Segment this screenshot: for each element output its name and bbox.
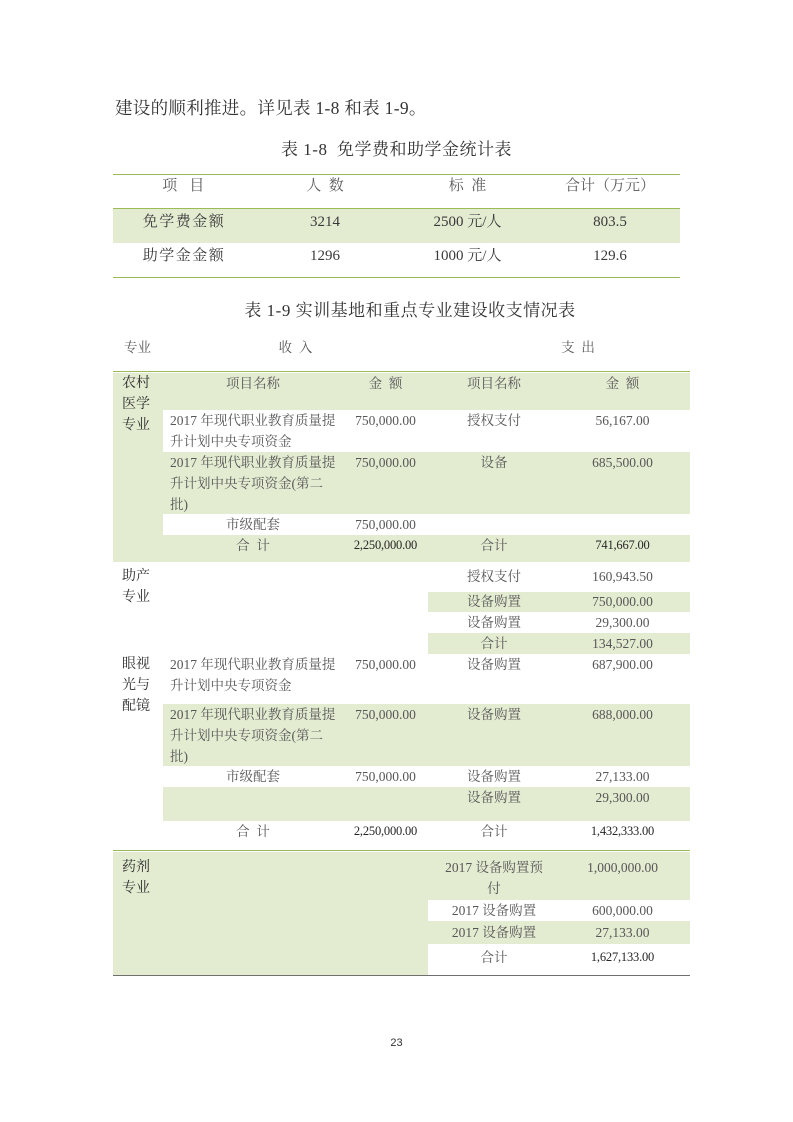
t9-expense-total-amount: 1,432,333.00 (590, 824, 655, 838)
t9-income-item: 2017 年现代职业教育质量提升计划中央专项资金 (170, 413, 336, 449)
t8-cell-count: 3214 (310, 213, 340, 230)
t9-income-item: 2017 年现代职业教育质量提升计划中央专项资金(第二批) (163, 452, 343, 514)
t9-bottom-rule (113, 975, 690, 976)
t9-expense-item: 设备购置 (428, 704, 560, 766)
t8-cell-total: 803.5 (593, 213, 627, 230)
t8-header-total: 合计（万元） (564, 178, 655, 194)
t9-expense-amount: 27,133.00 (595, 769, 650, 784)
t9-major-label: 助产专业 (122, 569, 150, 605)
t9-expense-item: 2017 设备购置 (428, 921, 560, 944)
t9-expense-total-amount: 134,527.00 (560, 633, 690, 654)
t8-cell-item: 助学金金额 (142, 247, 226, 264)
t9-expense-item: 授权支付 (467, 569, 521, 584)
t9-empty-cell (343, 787, 428, 821)
t9-col-income-amount: 金 额 (343, 373, 428, 410)
t9-income-amount: 750,000.00 (355, 413, 416, 428)
t9-income-amount: 750,000.00 (343, 452, 428, 514)
t9-col-expense-item: 项目名称 (428, 373, 560, 410)
page-number: 23 (390, 1037, 403, 1049)
t8-cell-total: 129.6 (593, 247, 627, 264)
intro-paragraph: 建设的顺利推进。详见表 1-8 和表 1-9。 (115, 98, 427, 118)
table-1-9-title: 表 1-9 实训基地和重点专业建设收支情况表 (244, 301, 576, 320)
t9-income-amount: 750,000.00 (343, 704, 428, 766)
t9-income-total-amount: 2,250,000.00 (343, 535, 428, 562)
t9-income-amount: 750,000.00 (355, 657, 416, 672)
t9-expense-total-label: 合计 (480, 824, 508, 839)
t9-income-total-label: 合 计 (236, 824, 270, 839)
t9-expense-item: 授权支付 (467, 413, 521, 428)
table-1-8-header-row (113, 176, 680, 208)
t8-cell-standard: 1000 元/人 (433, 247, 502, 264)
t9-header-rule (113, 371, 690, 372)
t8-header-count: 人 数 (306, 178, 344, 194)
t9-expense-amount: 750,000.00 (560, 592, 690, 612)
t9-income-total-label: 合 计 (163, 535, 343, 562)
t9-expense-amount: 27,133.00 (560, 921, 690, 944)
t9-col-income-item: 项目名称 (163, 373, 343, 410)
table-row (113, 209, 680, 243)
t9-income-item: 2017 年现代职业教育质量提升计划中央专项资金(第二批) (163, 704, 343, 766)
t9-expense-amount: 600,000.00 (592, 903, 653, 918)
t9-expense-item: 2017 设备购置 (451, 903, 537, 918)
table-row (113, 243, 680, 277)
t9-header-income: 收 入 (278, 340, 313, 355)
table-1-8-top-rule (113, 174, 680, 175)
t9-major-label: 药剂专业 (122, 860, 150, 896)
table-1-8-title: 表 1-8 免学费和助学金统计表 (281, 140, 512, 159)
t9-expense-item: 2017 设备购置预付 (428, 852, 560, 900)
t9-expense-item: 设备 (428, 452, 560, 514)
t9-income-total-amount: 2,250,000.00 (353, 824, 418, 838)
t9-expense-amount: 29,300.00 (595, 615, 650, 630)
t8-header-item: 项 目 (162, 178, 206, 194)
t8-cell-count: 1296 (310, 247, 340, 264)
t9-income-item: 市级配套 (226, 769, 280, 784)
t8-cell-standard: 2500 元/人 (433, 213, 502, 230)
t9-expense-item: 设备购置 (467, 769, 521, 784)
t9-expense-total-amount: 1,627,133.00 (590, 950, 655, 964)
t9-expense-item: 设备购置 (467, 657, 521, 672)
t8-cell-item: 免学费金额 (142, 213, 226, 230)
t9-income-amount: 750,000.00 (355, 517, 416, 532)
t9-expense-amount: 29,300.00 (560, 787, 690, 821)
t9-expense-item: 设备购置 (428, 787, 560, 821)
t9-expense-total-label: 合计 (428, 535, 560, 562)
t9-empty-cell (163, 787, 343, 821)
t9-expense-amount: 1,000,000.00 (560, 852, 690, 900)
t9-major-label: 眼视光与配镜 (122, 657, 150, 714)
t9-expense-item: 设备购置 (428, 592, 560, 612)
t9-expense-total-label: 合计 (428, 633, 560, 654)
t8-header-standard: 标 准 (448, 178, 487, 194)
t9-expense-amount: 160,943.50 (592, 569, 653, 584)
t9-income-item: 市级配套 (226, 517, 280, 532)
t9-expense-amount: 685,500.00 (560, 452, 690, 514)
t9-income-amount: 750,000.00 (355, 769, 416, 784)
t9-expense-amount: 56,167.00 (595, 413, 650, 428)
table-1-8-bottom-rule (113, 277, 680, 278)
t9-expense-total-amount: 741,667.00 (560, 535, 690, 562)
t9-col-expense-amount: 金 额 (560, 373, 690, 410)
t9-expense-amount: 688,000.00 (560, 704, 690, 766)
t9-section-rule (113, 850, 690, 851)
t9-major-label: 农村医学专业 (113, 373, 163, 562)
t9-header-major: 专业 (124, 340, 151, 355)
t9-income-item: 2017 年现代职业教育质量提升计划中央专项资金 (170, 657, 336, 693)
t9-header-expense: 支 出 (561, 340, 595, 355)
t9-expense-item: 设备购置 (467, 615, 521, 630)
t9-expense-total-label: 合计 (480, 950, 508, 965)
t9-expense-amount: 687,900.00 (592, 657, 653, 672)
